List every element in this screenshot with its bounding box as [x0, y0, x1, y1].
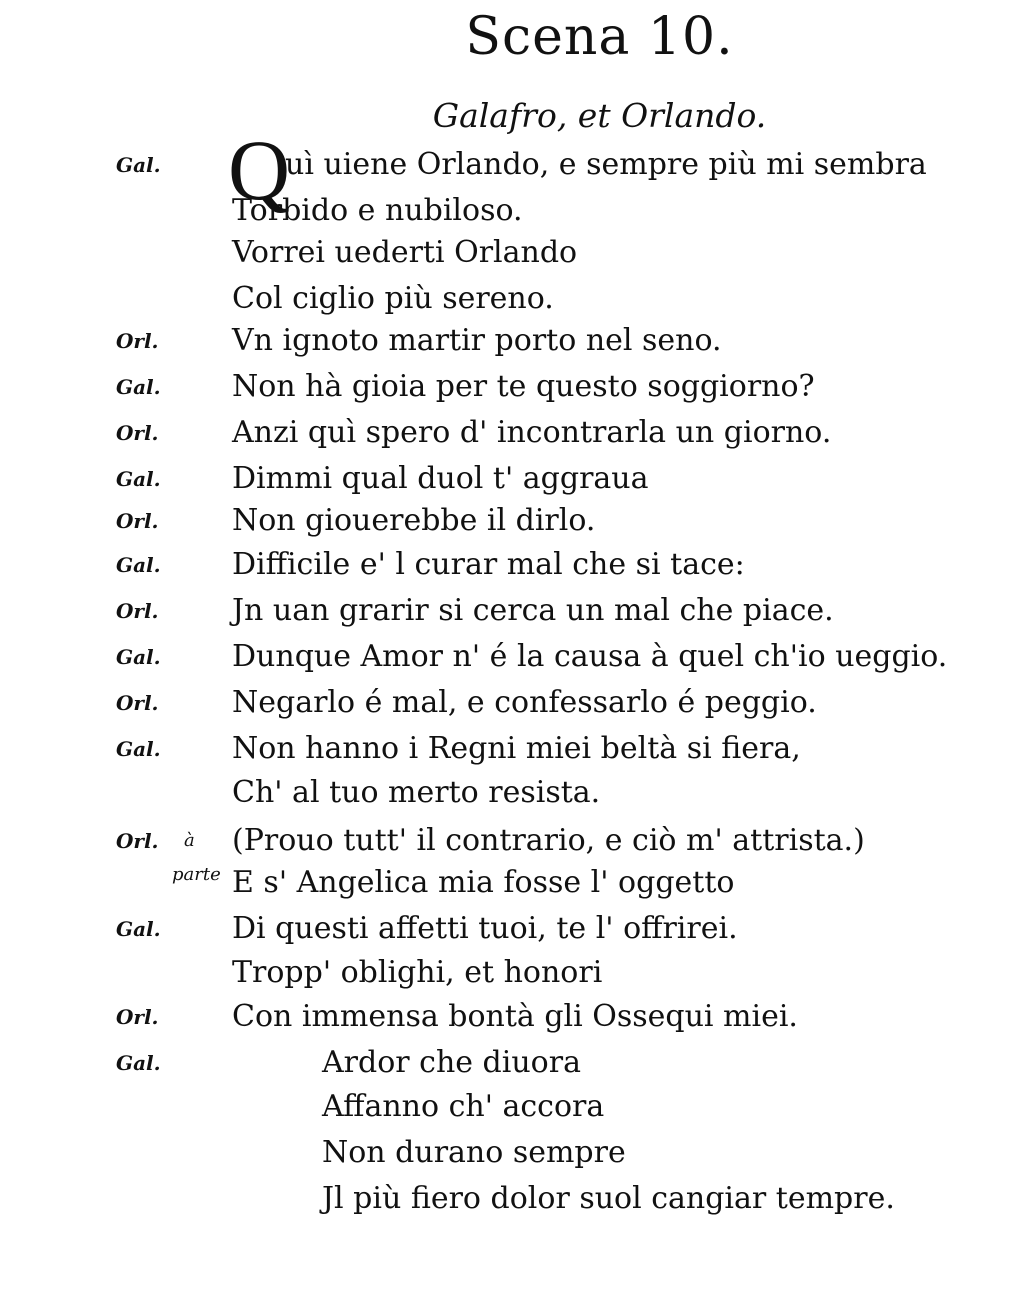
- dialogue-line: [0, 770, 1024, 816]
- dialogue-line: [0, 860, 1024, 906]
- verse-text: Non hà gioia per te questo soggiorno?: [232, 369, 815, 404]
- verse-text: Dunque Amor n' é la causa à quel ch'io ueggio.: [232, 639, 948, 674]
- dialogue-line: [0, 906, 1024, 952]
- dialogue-line: [0, 680, 1024, 726]
- verse-text: Tropp' oblighi, et honori: [232, 955, 603, 990]
- stage-direction: parte: [172, 864, 221, 885]
- speaker-label: Orl.: [116, 329, 159, 353]
- speaker-label: Orl.: [116, 421, 159, 445]
- dialogue-line: [0, 456, 1024, 502]
- dialogue-line: [0, 410, 1024, 456]
- scene-characters: Galafro, et Orlando.: [432, 96, 767, 135]
- dialogue-line: [0, 364, 1024, 410]
- verse-text: Ardor che diuora: [322, 1045, 581, 1080]
- verse-text: Jn uan grarir si cerca un mal che piace.: [232, 593, 834, 628]
- verse-text: Di questi affetti tuoi, te l' offrirei.: [232, 911, 738, 946]
- verse-text: uì uiene Orlando, e sempre più mi sembra: [285, 147, 927, 182]
- dialogue-line: [0, 1176, 1024, 1222]
- verse-text: E s' Angelica mia fosse l' oggetto: [232, 865, 735, 900]
- drop-cap: Q: [228, 122, 291, 218]
- dialogue-line: [0, 994, 1024, 1040]
- speaker-label: Gal.: [116, 553, 161, 577]
- dialogue-line: [0, 588, 1024, 634]
- dialogue-line: [0, 1040, 1024, 1086]
- speaker-label: Gal.: [116, 645, 161, 669]
- verse-text: Vn ignoto martir porto nel seno.: [232, 323, 722, 358]
- dialogue-line: [0, 818, 1024, 864]
- dialogue-line: [0, 188, 1024, 234]
- dialogue-line: [0, 1130, 1024, 1176]
- speaker-label: Gal.: [116, 737, 161, 761]
- dialogue-line: [0, 950, 1024, 996]
- dialogue-line: [0, 726, 1024, 772]
- speaker-label: Gal.: [116, 1051, 161, 1075]
- verse-text: Anzi quì spero d' incontrarla un giorno.: [232, 415, 832, 450]
- verse-text: Jl più fiero dolor suol cangiar tempre.: [322, 1181, 895, 1216]
- speaker-label: Gal.: [116, 153, 161, 177]
- speaker-label: Orl.: [116, 599, 159, 623]
- verse-text: Dimmi qual duol t' aggraua: [232, 461, 649, 496]
- speaker-label: Orl.: [116, 829, 159, 853]
- verse-text: Non hanno i Regni miei beltà si fiera,: [232, 731, 801, 766]
- verse-text: Ch' al tuo merto resista.: [232, 775, 601, 810]
- verse-text: Col ciglio più sereno.: [232, 281, 554, 316]
- verse-text: Non durano sempre: [322, 1135, 626, 1170]
- speaker-label: Gal.: [116, 467, 161, 491]
- verse-text: Torbido e nubiloso.: [232, 193, 523, 228]
- verse-text: Negarlo é mal, e confessarlo é peggio.: [232, 685, 817, 720]
- dialogue-line: [0, 318, 1024, 364]
- dialogue-line: [0, 230, 1024, 276]
- verse-text: Non giouerebbe il dirlo.: [232, 503, 596, 538]
- dialogue-line: [0, 542, 1024, 588]
- verse-text: (Prouo tutt' il contrario, e ciò m' attrista.): [232, 823, 865, 858]
- dialogue-line: [0, 498, 1024, 544]
- speaker-label: Orl.: [116, 691, 159, 715]
- speaker-label: Gal.: [116, 375, 161, 399]
- verse-text: Affanno ch' accora: [322, 1089, 605, 1124]
- dialogue-line: [0, 1084, 1024, 1130]
- dialogue-line: [0, 276, 1024, 322]
- verse-text: Difficile e' l curar mal che si tace:: [232, 547, 745, 582]
- scene-title: Scena 10.: [465, 7, 734, 67]
- speaker-label: Gal.: [116, 917, 161, 941]
- stage-direction: à: [184, 830, 195, 851]
- dialogue-line: [0, 634, 1024, 680]
- verse-text: Con immensa bontà gli Ossequi miei.: [232, 999, 798, 1034]
- verse-text: Vorrei uederti Orlando: [232, 235, 578, 270]
- speaker-label: Orl.: [116, 509, 159, 533]
- speaker-label: Orl.: [116, 1005, 159, 1029]
